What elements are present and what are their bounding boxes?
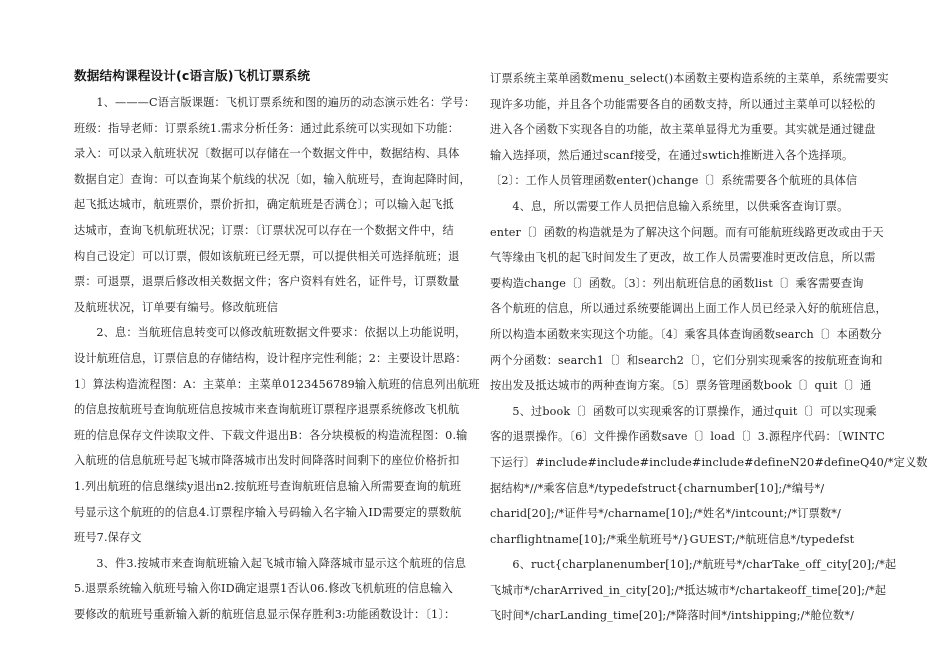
paragraph bbox=[490, 194, 882, 220]
text-line: 要修改的航班号重新输入新的航班信息显示保存胜利3:功能函数设计：〔1〕： bbox=[74, 607, 456, 621]
text-line: 3、件3.按城市来查询航班输入起飞城市输入降落城市显示这个航班的信息 bbox=[96, 556, 467, 570]
text-line: 客的退票操作。〔6〕文件操作函数save〔〕load〔〕3.源程序代码：〔WINTC bbox=[490, 430, 885, 444]
text-line: 按出发及抵达城市的两种查询方案。〔5〕票务管理函数book〔〕quit〔〕通 bbox=[490, 379, 872, 393]
text-line: 各个航班的信息，所以通过系统要能调出上面工作人员已经录入好的航班信息， bbox=[490, 302, 887, 316]
paragraph bbox=[490, 552, 897, 629]
text-line: 号显示这个航班的的信息4.订票程序输入号码输入名字输入ID需要定的票数航 bbox=[74, 505, 462, 519]
text-line: 1.列出航班的信息继续y退出n2.按航班号查询航班信息输入所需要查询的航班 bbox=[74, 479, 462, 493]
text-line: 起飞抵达城市，航班票价，票价折扣，确定航班是否满仓〕；可以输入起飞抵 bbox=[74, 198, 454, 212]
text-line: 4、息，所以需要工作人员把信息输入系统里，以供乘客查询订票。 bbox=[512, 199, 849, 213]
paragraph bbox=[490, 66, 889, 194]
text-line: 〔2〕：工作人员管理函数enter()change〔〕系统需要各个航班的具体信 bbox=[490, 174, 858, 188]
text-line: 设计航班信息，订票信息的存储结构，设计程序完性利能；2：主要设计思路： bbox=[74, 351, 467, 365]
text-line: 达城市，查询飞机航班状况；订票：〔订票状况可以存在一个数据文件中，结 bbox=[74, 223, 454, 237]
left-column-body bbox=[74, 90, 480, 627]
text-line: 构自己设定〕可以订票，假如该航班已经无票，可以提供相关可选择航班；退 bbox=[74, 249, 460, 263]
text-line: 的信息按航班号查询航班信息按城市来查询航班订票程序退票系统修改飞机航 bbox=[74, 403, 460, 417]
text-line: 5、过book〔〕函数可以实现乘客的订票操作，通过quit〔〕可以实现乘 bbox=[512, 404, 877, 418]
document-title: 数据结构课程设计(c语言版)飞机订票系统 bbox=[74, 68, 311, 83]
text-line: 两个分函数：search1〔〕和search2〔〕，它们分别实现乘客的按航班查询和 bbox=[490, 353, 883, 367]
text-line: 所以构造本函数来实现这个功能。〔4〕乘客具体查询函数search〔〕本函数分 bbox=[490, 327, 882, 341]
text-line: 2、息：当航班信息转变可以修改航班数据文件要求：依据以上功能说明， bbox=[96, 326, 467, 340]
text-line: 班级：指导老师：订票系统1.需求分析任务：通过此系统可以实现如下功能： bbox=[74, 121, 460, 135]
text-line: 5.退票系统输入航班号输入你ID确定退票1否认06.修改飞机航班的信息输入 bbox=[74, 582, 453, 596]
text-line: 据结构*//*乘客信息*/typedefstruct{charnumber[10];/*编号*/ bbox=[490, 481, 825, 495]
paragraph bbox=[490, 424, 928, 552]
text-line: 订票系统主菜单函数menu_select()本函数主要构造系统的主菜单，系统需要实 bbox=[490, 72, 889, 85]
text-line: 及航班状况，订单要有编号。修改航班信 bbox=[74, 300, 279, 314]
text-line: charid[20];/*证件号*/charname[10];/*姓名*/intcount;/*订票数*/ bbox=[490, 507, 841, 521]
paragraph bbox=[74, 320, 480, 550]
text-line: 气等缘由飞机的起飞时间发生了更改，故工作人员需要准时更改信息，所以需 bbox=[490, 251, 876, 265]
text-line: 飞城市*/charArrived_in_city[20];/*抵达城市*/chartakeoff_time[20];/*起 bbox=[490, 583, 887, 597]
text-line: 要构造change〔〕函数。〔3〕：列出航班信息的函数list〔〕乘客需要查询 bbox=[490, 276, 864, 290]
paragraph bbox=[490, 220, 887, 399]
text-line: 入航班的信息航班号起飞城市降落城市出发时间降落时间剩下的座位价格折扣 bbox=[74, 454, 460, 468]
right-column bbox=[490, 66, 928, 629]
text-line: 班的信息保存文件读取文件、下载文件退出B：各分块模板的构造流程图：0.输 bbox=[74, 428, 468, 442]
text-line: 录入：可以录入航班状况〔数据可以存储在一个数据文件中，数据结构、具体 bbox=[74, 147, 460, 161]
left-column bbox=[74, 66, 480, 627]
text-line: 飞时间*/charLanding_time[20];/*降落时间*/intshipping;/*舱位数*/ bbox=[490, 609, 855, 623]
text-line: 班号7.保存文 bbox=[74, 531, 142, 545]
text-line: 输入选择项，然后通过scanf接受，在通过swtich推断进入各个选择项。 bbox=[490, 148, 854, 162]
text-line: 现许多功能，并且各个功能需要各自的函数支持，所以通过主菜单可以轻松的 bbox=[490, 97, 876, 111]
text-line: 数据自定〕查询：可以查询某个航线的状况〔如，输入航班号，查询起降时间， bbox=[74, 172, 471, 186]
text-line: 1〕算法构造流程图：A：主菜单：主菜单0123456789输入航班的信息列出航班 bbox=[74, 377, 480, 391]
text-line: 进入各个函数下实现各自的功能，故主菜单显得尤为重要。其实就是通过键盘 bbox=[490, 123, 876, 137]
paragraph bbox=[490, 399, 882, 425]
paragraph bbox=[74, 90, 474, 320]
text-line: enter〔〕函数的构造就是为了解决这个问题。而有可能航班线路更改或由于天 bbox=[490, 225, 884, 239]
right-column-body bbox=[490, 66, 928, 629]
text-line: 下运行〕#include#include#include#include#defineN20#defineQ40/*定义数 bbox=[490, 455, 928, 469]
text-line: charflightname[10];/*乘坐航班号*/}GUEST;/*航班信息*/typedefst bbox=[490, 532, 855, 546]
text-line: 6、ruct{charplanenumber[10];/*航班号*/charTake_off_city[20];/*起 bbox=[512, 558, 897, 572]
paragraph bbox=[74, 551, 474, 628]
text-line: 票：可退票，退票后修改相关数据文件；客户资料有姓名，证件号，订票数量 bbox=[74, 275, 460, 289]
text-line: 1、———C语言版课题：飞机订票系统和图的遍历的动态演示姓名：学号： bbox=[96, 96, 476, 109]
